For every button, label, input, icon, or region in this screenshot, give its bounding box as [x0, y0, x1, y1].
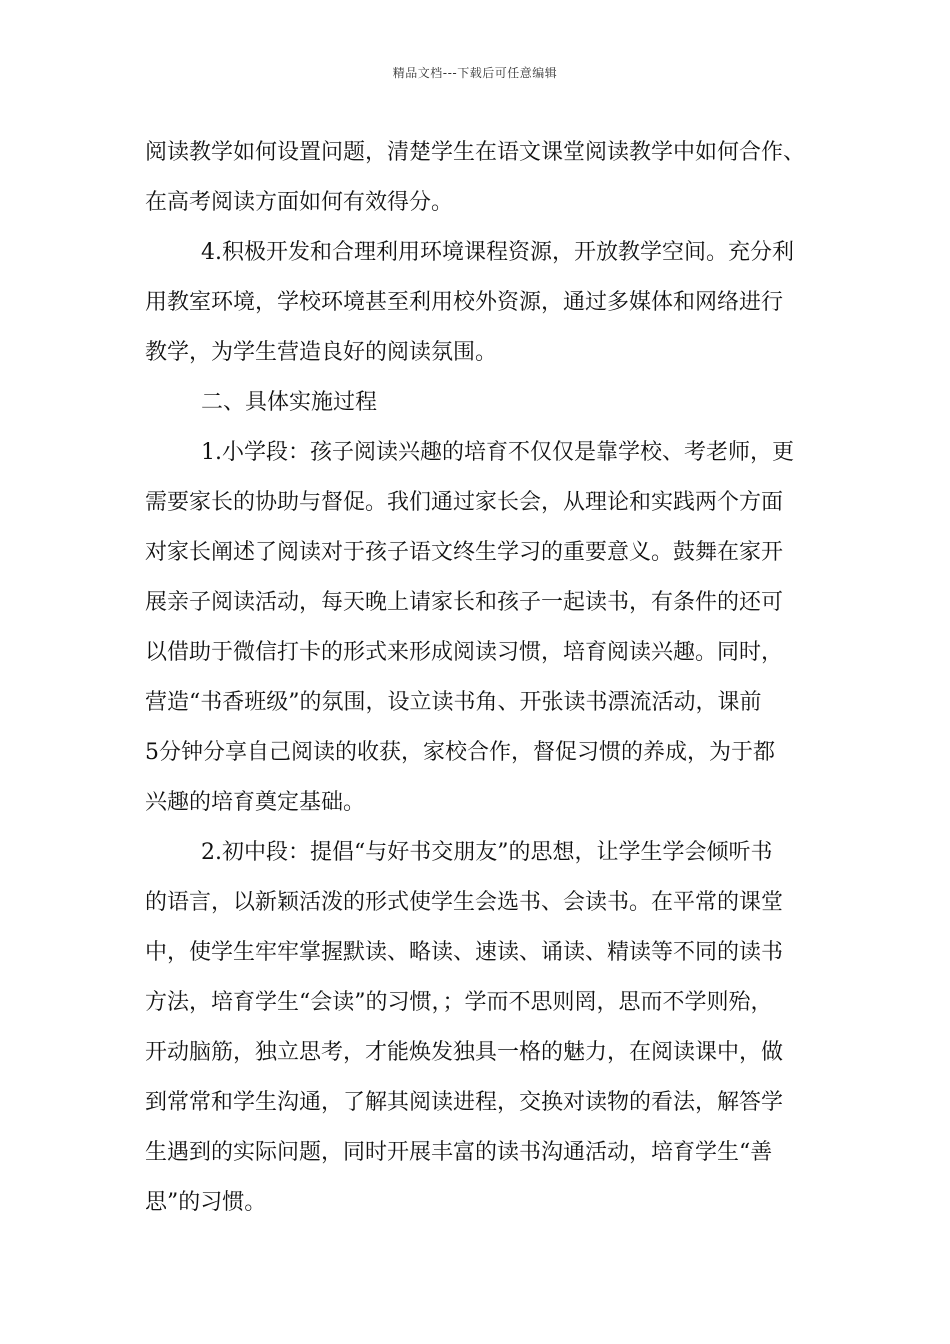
text-line: 到常常和学生沟通，了解其阅读进程，交换对读物的看法，解答学 [145, 1090, 784, 1115]
text-line: 阅读教学如何设置问题，清楚学生在语文课堂阅读教学中如何合作、 [145, 140, 806, 165]
text-line: 需要家长的协助与督促。我们通过家长会，从理论和实践两个方面 [145, 490, 784, 515]
text-line: 开动脑筋，独立思考，才能焕发独具一格的魅力，在阅读课中，做 [145, 1040, 784, 1065]
text-line: 生遇到的实际问题，同时开展丰富的读书沟通活动，培育学生“善 [145, 1140, 773, 1165]
text-line: 以借助于微信打卡的形式来形成阅读习惯，培育阅读兴趣。同时， [145, 640, 784, 665]
document-body [145, 128, 815, 1228]
text-line: 思”的习惯。 [145, 1190, 267, 1215]
text-line: 兴趣的培育奠定基础。 [145, 790, 366, 815]
text-line: 中，使学生牢牢掌握默读、略读、速读、诵读、精读等不同的读书 [145, 940, 784, 965]
paragraph [145, 128, 815, 228]
text-line: 教学，为学生营造良好的阅读氛围。 [145, 340, 498, 365]
paragraph [145, 428, 815, 828]
text-line: 5分钟分享自己阅读的收获，家校合作，督促习惯的养成，为于都 [145, 740, 775, 765]
text-line: 方法，培育学生“会读”的习惯，；学而不思则罔，思而不学则殆， [145, 990, 773, 1015]
text-line: 2.初中段：提倡“与好书交朋友”的思想，让学生学会倾听书 [201, 840, 773, 865]
page-header: 精品文档---下载后可任意编辑 [392, 66, 558, 80]
paragraph [145, 228, 815, 378]
text-line: 在高考阅读方面如何有效得分。 [145, 190, 454, 215]
paragraph [145, 828, 815, 1228]
text-line: 营造“书香班级”的氛围，设立读书角、开张读书漂流活动，课前 [145, 690, 762, 715]
section-heading [145, 378, 815, 428]
text-line: 展亲子阅读活动，每天晚上请家长和孩子一起读书，有条件的还可 [145, 590, 784, 615]
text-line: 的语言，以新颖活泼的形式使学生会选书、会读书。在平常的课堂 [145, 890, 784, 915]
text-line: 对家长阐述了阅读对于孩子语文终生学习的重要意义。鼓舞在家开 [145, 540, 784, 565]
text-line: 用教室环境，学校环境甚至利用校外资源，通过多媒体和网络进行 [145, 290, 784, 315]
text-line: 1.小学段：孩子阅读兴趣的培育不仅仅是靠学校、考老师，更 [201, 440, 794, 465]
text-line: 二、具体实施过程 [201, 390, 378, 415]
text-line: 4.积极开发和合理利用环境课程资源，开放教学空间。充分利 [201, 240, 794, 265]
